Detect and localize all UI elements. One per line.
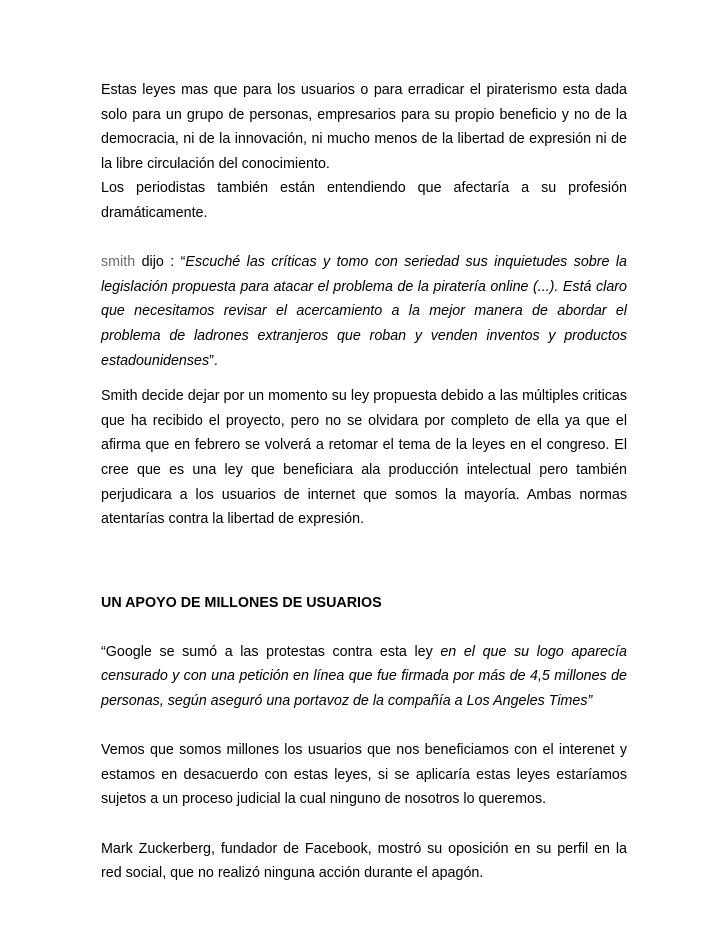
quote-speaker: smith	[101, 254, 136, 271]
section-heading: UN APOYO DE MILLONES DE USUARIOS	[101, 594, 382, 611]
paragraph-users: Vemos que somos millones los usuarios que nos beneficiamos con el interenet y estamos en desacuerdo con estas leyes, si se aplicaría estas leyes estaríamos sujetos a un proceso judicial la cual ninguno de nosotros lo queremos.	[101, 742, 627, 808]
paragraph-smith-quote	[101, 250, 627, 373]
paragraph-google-quote	[101, 640, 627, 714]
spacer	[101, 812, 627, 837]
google-quote-intro: “Google se sumó a las protestas contra esta ley	[101, 643, 441, 660]
quote-body: Escuché las críticas y tomo con seriedad sus inquietudes sobre la legislación propuesta para atacar el problema de la piratería online (...). Está claro que necesitamos revisar el acercamiento a la mejor manera de abordar el problema de ladrones extranjeros que roban y venden inventos y productos estadounidenses	[101, 254, 627, 369]
spacer	[101, 373, 627, 384]
paragraph-smith-decision: Smith decide dejar por un momento su ley propuesta debido a las múltiples criticas que ha recibido el proyecto, pero no se olvidara por completo de ella ya que el afirma que en febrero se volverá a retomar el tema de la leyes en el congreso. El cree que es una ley que beneficiara ala producción intelectual pero también perjudicara a los usuarios de internet que somos la mayoría. Ambas normas atentarías contra la libertad de expresión.	[101, 388, 627, 528]
spacer	[101, 714, 627, 739]
quote-end: ”.	[209, 352, 218, 369]
paragraph-journalists: Los periodistas también están entendiendo que afectaría a su profesión dramáticamente.	[101, 180, 627, 221]
paragraph-laws-purpose: Estas leyes mas que para los usuarios o para erradicar el piraterismo esta dada solo para un grupo de personas, empresarios para su propio beneficio y no de la democracia, ni de la innovación, ni mucho menos de la libertad de expresión ni de la libre circulación del conocimiento.	[101, 82, 627, 172]
google-quote-italic: en el que su logo aparecía censurado y con una petición en línea que fue firmada por más de 4,5 millones de personas, según aseguró una portavoz de la compañía a Los Angeles Times”	[101, 643, 627, 710]
paragraph-zuckerberg: Mark Zuckerberg, fundador de Facebook, mostró su oposición en su perfil en la red social, que no realizó ninguna acción durante el apagón.	[101, 840, 627, 882]
quote-verb: dijo : “	[135, 254, 186, 271]
spacer	[101, 615, 627, 640]
spacer	[101, 226, 627, 251]
spacer	[101, 532, 627, 591]
document-page	[101, 78, 627, 886]
